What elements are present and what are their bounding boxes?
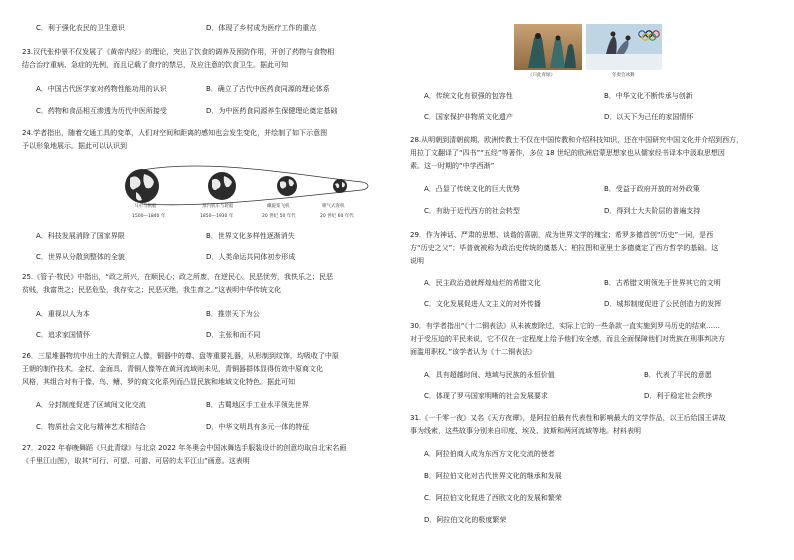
q24-option-b[interactable]: B．世界文化多样性逐渐消失 xyxy=(206,232,295,240)
question-25-line-2: 贫贱，我富贵之；民恶危坠，我存安之；民恶灭绝，我生育之。”这表明中华传统文化 xyxy=(22,286,282,294)
q29-option-c[interactable]: C．文化发展促进人文主义的对外传播 xyxy=(424,300,541,308)
year-3: 20 世纪 50 年代 xyxy=(262,214,296,219)
question-30-line-2: 对于受压迫的平民来说，它不仅在一定程度上给予他们安全感，而且全面保障他们对贵族在刑事判决方 xyxy=(410,335,725,343)
question-23-line-2: 结合治疗重病、急症的先例，而且记载了食疗的禁忌，及应注意的饮食卫生。据此可知 xyxy=(22,61,288,69)
question-24-line-1: 24.学者指出，随着交通工具的变革，人们对空间和距离的感知也会发生变化，并绘制了如下示意图 xyxy=(22,129,328,137)
question-28-line-3: 素。这一时期的“中学西渐” xyxy=(410,162,495,170)
question-23-line-1: 23.汉代张仲景不仅发展了《黄帝内经》的理论，突出了饮食的调养及预防作用，开创了药物与食物相 xyxy=(22,48,335,56)
q29-option-a[interactable]: A．民主政治造就辉煌灿烂的希腊文化 xyxy=(424,279,541,287)
question-28-line-2: 用拉丁文翻译了“四书”“五经”等著作，多位 18 世纪的欧洲启蒙思想家也从儒家经书译本中汲取思想因 xyxy=(410,149,725,157)
q27-option-c[interactable]: C．国家保护非物质文化遗产 xyxy=(424,113,513,121)
question-31-line-2: 事为线索，这些故事分别来自印度、埃及、波斯和两河流域等地。材料表明 xyxy=(410,427,641,435)
q24-option-d[interactable]: D．人类命运共同体初步形成 xyxy=(206,253,296,261)
q23-option-c[interactable]: C．药物和食品相互渗透为历代中医所接受 xyxy=(36,107,167,115)
q28-option-d[interactable]: D．得到士大夫阶层的普遍支持 xyxy=(604,207,701,215)
option-c[interactable]: C．利于强化农民的卫生意识 xyxy=(36,24,125,32)
question-25-line-1: 25.《管子·牧民》中指出，“政之所兴，在顺民心；政之所废，在逆民心。民恶忧劳，我佚乐之；民恶 xyxy=(22,273,333,281)
q30-option-b[interactable]: B．代表了平民的意愿 xyxy=(644,371,712,379)
globe-4 xyxy=(333,179,347,193)
year-4: 20 世纪 60 年代 xyxy=(320,214,354,219)
q30-option-a[interactable]: A．具有超越时间、地域与民族的永恒价值 xyxy=(424,371,555,379)
q29-option-b[interactable]: B．古希腊文明领先于世界其它的文明 xyxy=(604,279,721,287)
q24-option-c[interactable]: C．世界从分散到整体的全貌 xyxy=(36,253,125,261)
q25-option-b[interactable]: B．推崇天下为公 xyxy=(206,310,260,318)
question-28-line-1: 28.从明朝到清朝前期，欧洲传教士不仅在中国传教和介绍科技知识，还在中国研究中国文化并介绍到西方， xyxy=(410,136,744,144)
question-26-line-3: 风格，其组合对有于像、鸟、鳍、罗的商文化系列而凸显民族和地域文化特色。据此可知 xyxy=(22,378,295,386)
question-29-line-1: 29．作为神话、严肃的思想、谈谐的喜剧，成为世界文学的瑰宝；希罗多德首创“历史”一词，是西 xyxy=(410,231,714,239)
q26-option-c[interactable]: C．物质社会文化与精神艺术相结合 xyxy=(36,423,146,431)
question-27-line-2: 《千里江山图》，取其“可行、可望、可游、可居的太平江山”画意。这表明 xyxy=(22,457,250,465)
question-30-line-3: 面滥用职权。”该学者认为《十二铜表法》 xyxy=(410,348,537,356)
q24-option-a[interactable]: A．科技发展消除了国家界限 xyxy=(36,232,125,240)
q29-option-d[interactable]: D．城邦制度促进了公民创造力的发挥 xyxy=(604,300,722,308)
q26-option-a[interactable]: A．分封制度促进了区域间文化交流 xyxy=(36,401,146,409)
year-1: 1500—1840 年 xyxy=(132,214,166,219)
q28-option-b[interactable]: B．受益于政府开放的对外政策 xyxy=(604,185,700,193)
caption-3: 螺旋桨飞机 xyxy=(267,204,290,209)
caption-2: 蒸汽机车与轮船 xyxy=(202,204,234,209)
q23-option-a[interactable]: A．中国古代医学家对药物性能功用的认识 xyxy=(36,85,167,93)
question-26-line-1: 26．三星堆器物坑中出土的大青铜立人像，铜器中的尊、盘等重要礼器，从形制到纹饰，均吸收了中原 xyxy=(22,352,339,360)
q31-option-d[interactable]: D．阿拉伯文化的极度繁荣 xyxy=(424,516,507,524)
globe-1 xyxy=(125,169,159,203)
dance-photo xyxy=(514,24,582,70)
skating-photo-caption: 冬奥会冰舞 xyxy=(612,73,635,78)
question-24-line-2: 予以形象地展示。据此可以认识到 xyxy=(22,142,127,150)
q25-option-c[interactable]: C．追求家国情怀 xyxy=(36,331,90,339)
q28-option-c[interactable]: C．有助于近代西方的社会转型 xyxy=(424,207,520,215)
q26-option-b[interactable]: B．古蜀地区手工业水平领先世界 xyxy=(206,401,309,409)
q31-option-b[interactable]: B．阿拉伯文化对古代世界文化的继承和发展 xyxy=(424,472,562,480)
q27-option-d[interactable]: D．以天下为己任的家国情怀 xyxy=(604,113,694,121)
question-26-line-2: 王朝的制作技术。金杖、金面具、青铜人像等在黄河流域则未见，青铜器群体显得仿效中原商文化 xyxy=(22,365,323,373)
q30-option-d[interactable]: D．利于稳定社会秩序 xyxy=(644,392,713,400)
globe-3 xyxy=(277,176,297,196)
q27-option-b[interactable]: B．中华文化不断传承与创新 xyxy=(604,92,693,100)
transport-globes-figure xyxy=(112,160,372,220)
q26-option-d[interactable]: D．中华文明具有多元一体的特征 xyxy=(206,423,310,431)
q25-option-d[interactable]: D．主张和而不同 xyxy=(206,331,261,339)
question-30-line-1: 30．有学者指出“《十二铜表法》从未被废除过，实际上它的一些条款一直实施到罗马历史的结束…… xyxy=(410,322,721,330)
option-d[interactable]: D．体现了乡村成为医疗工作的重点 xyxy=(206,24,317,32)
caption-1: 马车与帆船 xyxy=(134,204,157,209)
globe-2 xyxy=(208,172,236,200)
question-29-line-3: 说明 xyxy=(410,257,424,265)
q25-option-a[interactable]: A．重视以人为本 xyxy=(36,310,90,318)
caption-4: 喷气式客机 xyxy=(322,204,345,209)
dance-photo-caption: 《只此青绿》 xyxy=(528,73,555,78)
year-2: 1850—1930 年 xyxy=(200,214,234,219)
figure-skating-photo xyxy=(586,24,662,70)
question-29-line-2: 方“历史之父”；毕普就被称为政治史传统的奠基人；柏拉图和亚里士多德奠定了西方哲学的基础。这 xyxy=(410,244,719,252)
q23-option-b[interactable]: B．确立了古代中医药食同源的理论体系 xyxy=(206,85,330,93)
q27-option-a[interactable]: A．传统文化有很强的包容性 xyxy=(424,92,513,100)
q31-option-a[interactable]: A．阿拉伯商人成为东西方文化交流的使者 xyxy=(424,450,555,458)
question-27-line-1: 27．2022 年春晚舞蹈《只此青绿》与北京 2022 年冬奥会中国冰舞选手服装设计的创意均取自北宋名画 xyxy=(22,444,347,452)
q31-option-c[interactable]: C．阿拉伯文化促进了西欧文化的发展和繁荣 xyxy=(424,494,562,502)
q30-option-c[interactable]: C．体现了罗马国家明晰的社会发展要求 xyxy=(424,392,548,400)
q28-option-a[interactable]: A．凸显了传统文化的巨大优势 xyxy=(424,185,520,193)
question-31-line-1: 31.《一千零一夜》又名《天方夜谭》，是阿拉伯最有代表性和影响最大的文学作品，以王后给国王讲故 xyxy=(410,414,726,422)
q23-option-d[interactable]: D．为中医药食同源养生保健理论奠定基础 xyxy=(206,107,338,115)
